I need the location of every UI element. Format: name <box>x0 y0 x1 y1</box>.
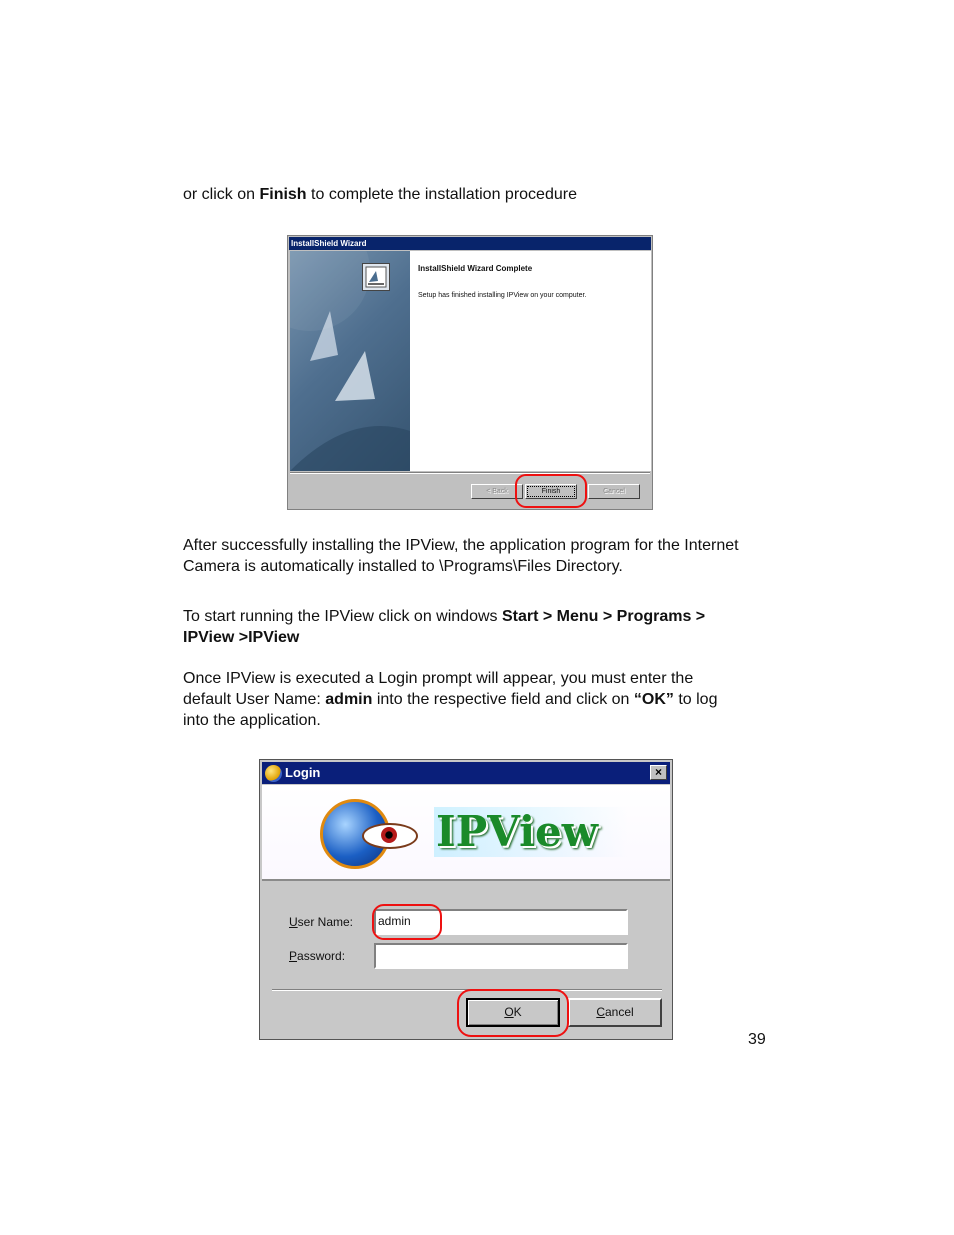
ok-highlight-circle <box>457 989 569 1037</box>
ipview-banner <box>262 785 670 881</box>
ipview-app-icon <box>265 765 282 782</box>
login-line-2-suffix: to log <box>673 691 718 708</box>
ok-accesskey: O <box>504 1005 514 1019</box>
start-paragraph <box>183 606 705 648</box>
ipview-logo-text: IPView <box>434 807 628 857</box>
username-accesskey: U <box>289 915 298 929</box>
install-line-1: After successfully installing the IPView, the application program for the Internet <box>183 537 739 554</box>
login-line-3: into the application. <box>183 712 321 729</box>
intro-finish-word: Finish <box>259 186 307 203</box>
password-accesskey: P <box>289 949 298 963</box>
start-prefix: To start running the IPView click on windows <box>183 608 502 625</box>
install-paragraph <box>183 535 739 577</box>
wizard-content-pane <box>410 251 651 471</box>
ok-label-rest: K <box>513 1005 522 1019</box>
login-titlebar <box>262 762 670 784</box>
installshield-wizard-window <box>287 235 653 510</box>
install-line-2: Camera is automatically installed to \Programs\Files Directory. <box>183 558 623 575</box>
finish-highlight-circle <box>515 474 587 508</box>
username-label <box>289 915 353 929</box>
page-number: 39 <box>748 1031 766 1048</box>
wizard-side-graphic <box>290 251 410 471</box>
login-title: Login <box>285 765 321 780</box>
login-line-1: Once IPView is executed a Login prompt will appear, you must enter the <box>183 670 694 687</box>
login-ok-word: “OK” <box>633 691 674 708</box>
start-path-line-2: IPView >IPView <box>183 629 300 646</box>
eye-icon <box>362 823 418 849</box>
wizard-complete-heading: InstallShield Wizard Complete <box>418 264 533 273</box>
wizard-complete-message: Setup has finished installing IPView on your computer. <box>418 292 587 299</box>
wizard-divider <box>290 472 650 474</box>
username-highlight-circle <box>372 904 442 940</box>
password-label <box>289 949 345 963</box>
wizard-back-button[interactable]: < Back <box>471 484 523 499</box>
password-input[interactable] <box>374 943 628 969</box>
cancel-label-rest: ancel <box>604 1005 634 1019</box>
login-paragraph <box>183 668 717 731</box>
username-label-rest: ser Name: <box>297 915 354 929</box>
password-label-rest: assword: <box>297 949 346 963</box>
wizard-titlebar: InstallShield Wizard <box>289 237 651 250</box>
cancel-button[interactable] <box>568 998 662 1027</box>
intro-text <box>183 184 577 205</box>
login-line-2-mid: into the respective field and click on <box>372 691 634 708</box>
login-dialog-window <box>259 759 673 1040</box>
username-input[interactable]: admin <box>374 909 628 935</box>
wizard-cancel-button[interactable]: Cancel <box>588 484 640 499</box>
computer-setup-icon <box>362 263 390 291</box>
login-line-2-prefix: default User Name: <box>183 691 326 708</box>
wizard-sail-graphic <box>290 251 410 471</box>
wizard-finish-button[interactable]: Finish <box>525 484 577 499</box>
close-icon[interactable]: × <box>650 765 667 780</box>
login-admin-word: admin <box>325 691 373 708</box>
cancel-accesskey: C <box>596 1005 605 1019</box>
intro-prefix: or click on <box>183 186 260 203</box>
intro-suffix: to complete the installation procedure <box>306 186 577 203</box>
start-path-line-1: Start > Menu > Programs > <box>501 608 706 625</box>
